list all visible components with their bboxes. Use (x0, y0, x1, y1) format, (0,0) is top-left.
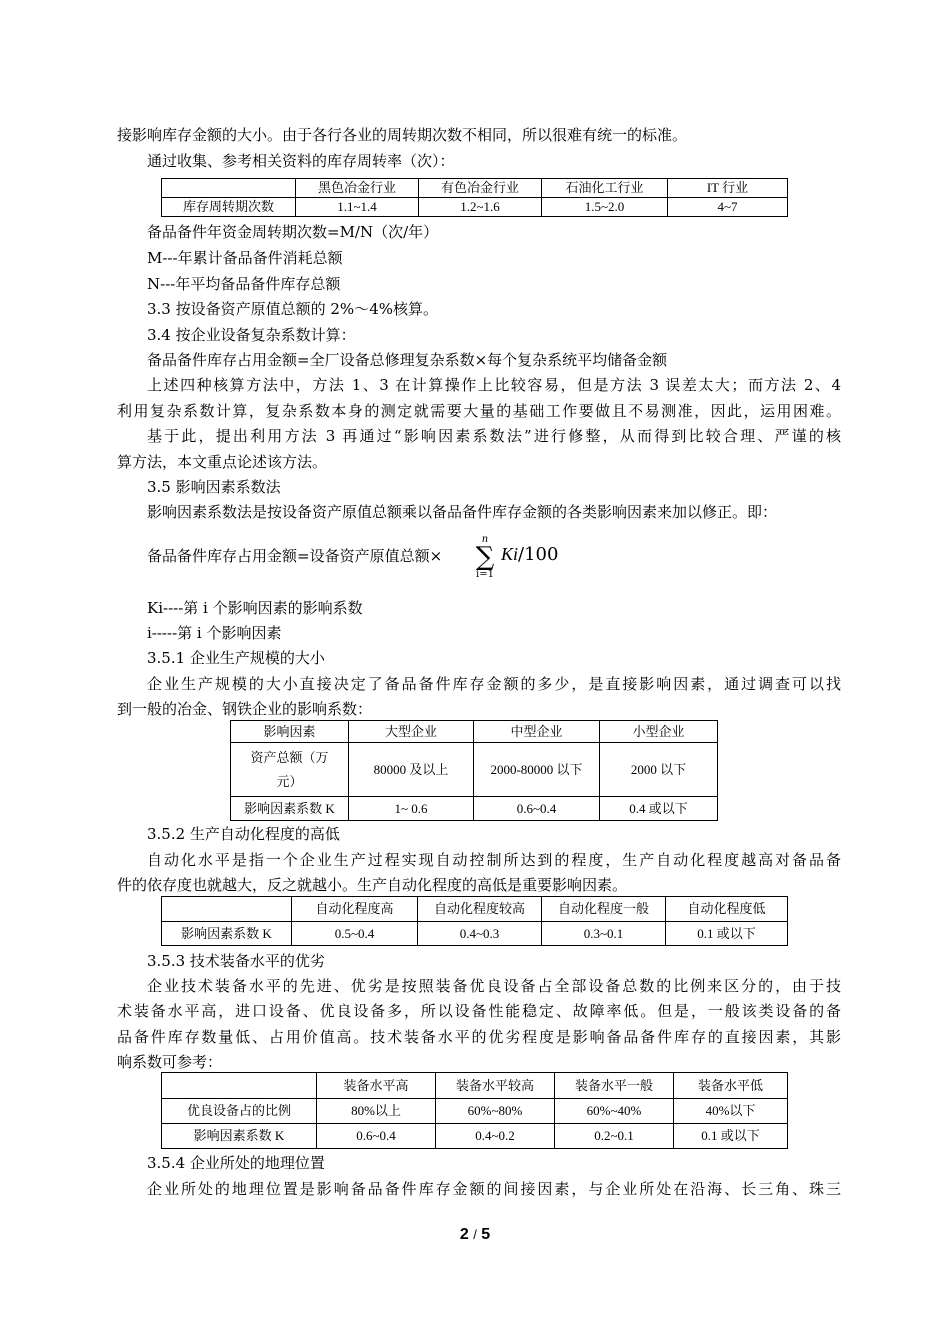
table-cell: 80%以上 (317, 1099, 436, 1124)
formula-rhs (501, 544, 558, 565)
paragraph-line: 企业生产规模的大小直接决定了备品备件库存金额的多少，是直接影响因素，通过调查可以找 (147, 675, 841, 693)
table-cell: 0.6~0.4 (317, 1124, 436, 1149)
section-heading: 3.5 影响因素系数法 (147, 478, 281, 496)
table-cell: 0.1 或以下 (666, 922, 788, 946)
table-cell: 1.1~1.4 (296, 198, 419, 217)
total-pages: 5 (481, 1226, 491, 1243)
table-cell: 2000-80000 以下 (474, 743, 600, 797)
paragraph-line: M---年累计备品备件消耗总额 (147, 249, 343, 267)
paragraph-line: 上述四种核算方法中，方法 1、3 在计算操作上比较容易，但是方法 3 误差太大；而方法 2、4 (147, 376, 841, 394)
section-heading: 3.5.4 企业所处的地理位置 (147, 1154, 325, 1172)
table-cell: 0.2~0.1 (555, 1124, 674, 1149)
paragraph-line: Ki----第 i 个影响因素的影响系数 (147, 599, 363, 617)
paragraph-line: 术装备水平高，进口设备、优良设备多，所以设备性能稳定、故障率低。但是，一般该类设备的备 (117, 1002, 841, 1020)
table-cell: 1.2~1.6 (419, 198, 542, 217)
table-header-cell: 自动化程度高 (292, 897, 418, 922)
summation-symbol (473, 535, 497, 580)
paragraph-line: 到一般的冶金、钢铁企业的影响系数： (117, 700, 373, 718)
sum-upper-limit: n (481, 534, 489, 545)
table-cell: 0.4 或以下 (600, 797, 718, 821)
table-header-cell (162, 897, 292, 922)
paragraph-line: 件的依存度也就越大，反之就越小。生产自动化程度的高低是重要影响因素。 (117, 876, 628, 894)
table-cell: 资产总额（万元） (231, 743, 349, 797)
paragraph-line: 利用复杂系数计算，复杂系数本身的测定就需要大量的基础工作要做且不易测准，因此，运用困难。 (117, 402, 841, 420)
paragraph-line: 算方法，本文重点论述该方法。 (117, 453, 328, 471)
table-header-cell: 装备水平较高 (436, 1073, 555, 1099)
scale-factor-table (230, 720, 718, 821)
paragraph-line: 基于此，提出利用方法 3 再通过“影响因素系数法”进行修整，从而得到比较合理、严谨的核 (147, 427, 841, 445)
table-cell: 40%以下 (674, 1099, 788, 1124)
paragraph-line: 企业技术装备水平的先进、优劣是按照装备优良设备占全部设备总数的比例来区分的，由于技 (147, 977, 841, 995)
table-header-cell: 大型企业 (349, 721, 474, 743)
paragraph-line: 影响因素系数法是按设备资产原值总额乘以备品备件库存金额的各类影响因素来加以修正。即： (147, 503, 778, 521)
table-header-cell: 自动化程度一般 (542, 897, 666, 922)
table-cell: 0.6~0.4 (474, 797, 600, 821)
table-header-cell (162, 1073, 317, 1099)
table-header-cell: 有色冶金行业 (419, 179, 542, 198)
table-header-cell: 自动化程度低 (666, 897, 788, 922)
paragraph-line: 接影响库存金额的大小。由于各行各业的周转期次数不相同，所以很难有统一的标准。 (117, 126, 688, 144)
paragraph-line: N---年平均备品备件库存总额 (147, 275, 341, 293)
table-header-cell: 装备水平一般 (555, 1073, 674, 1099)
current-page: 2 (459, 1226, 469, 1243)
paragraph-line: 备品备件库存占用金额=全厂设备总修理复杂系数×每个复杂系统平均储备金额 (147, 351, 668, 369)
table-cell: 优良设备占的比例 (162, 1099, 317, 1124)
table-cell: 60%~40% (555, 1099, 674, 1124)
table-cell: 影响因素系数 K (231, 797, 349, 821)
sum-sign: ∑ (475, 542, 495, 572)
table-cell: 0.4~0.3 (418, 922, 542, 946)
table-cell: 0.1 或以下 (674, 1124, 788, 1149)
page-number (0, 1226, 950, 1244)
table-header-cell: 中型企业 (474, 721, 600, 743)
table-header-cell: IT 行业 (668, 179, 788, 198)
formula (147, 533, 647, 581)
formula-divisor: /100 (518, 544, 559, 565)
paragraph-line: 品备件库存数量低、占用价值高。技术装备水平的优劣程度是影响备品备件库存的直接因素，其影 (117, 1028, 841, 1046)
table-cell: 80000 及以上 (349, 743, 474, 797)
paragraph-line: 3.3 按设备资产原值总额的 2%～4%核算。 (147, 300, 438, 318)
paragraph-line: i-----第 i 个影响因素 (147, 624, 282, 642)
table-header-cell: 黑色冶金行业 (296, 179, 419, 198)
equipment-level-table (161, 1072, 788, 1149)
table-header-cell: 石油化工行业 (542, 179, 668, 198)
table-cell: 库存周转期次数 (162, 198, 296, 217)
table-cell: 2000 以下 (600, 743, 718, 797)
table-header-cell: 装备水平低 (674, 1073, 788, 1099)
table-header-cell: 小型企业 (600, 721, 718, 743)
table-cell: 4~7 (668, 198, 788, 217)
turnover-rate-table (161, 178, 788, 217)
paragraph-line: 响系数可参考： (117, 1053, 223, 1071)
table-cell: 影响因素系数 K (162, 1124, 317, 1149)
formula-term: Ki (501, 544, 519, 564)
page-separator: / (473, 1227, 477, 1242)
table-cell: 1.5~2.0 (542, 198, 668, 217)
section-heading: 3.5.3 技术装备水平的优劣 (147, 952, 325, 970)
table-header-cell: 影响因素 (231, 721, 349, 743)
table-header-cell (162, 179, 296, 198)
section-heading: 3.5.2 生产自动化程度的高低 (147, 825, 340, 843)
paragraph-line: 企业所处的地理位置是影响备品备件库存金额的间接因素，与企业所处在沿海、长三角、珠三 (147, 1180, 841, 1198)
table-cell: 0.3~0.1 (542, 922, 666, 946)
automation-factor-table (161, 896, 788, 946)
table-header-cell: 装备水平高 (317, 1073, 436, 1099)
formula-lhs: 备品备件库存占用金额=设备资产原值总额× (147, 547, 443, 565)
sum-lower-limit: i=1 (476, 569, 494, 580)
table-cell: 0.5~0.4 (292, 922, 418, 946)
paragraph-line: 3.4 按企业设备复杂系数计算： (147, 326, 356, 344)
section-heading: 3.5.1 企业生产规模的大小 (147, 649, 325, 667)
table-header-cell: 自动化程度较高 (418, 897, 542, 922)
paragraph-line: 备品备件年资金周转期次数=M/N（次/年） (147, 223, 439, 241)
paragraph-line: 自动化水平是指一个企业生产过程实现自动控制所达到的程度，生产自动化程度越高对备品备 (147, 851, 841, 869)
table-cell: 60%~80% (436, 1099, 555, 1124)
table-cell: 1~ 0.6 (349, 797, 474, 821)
table-cell: 0.4~0.2 (436, 1124, 555, 1149)
table-cell: 影响因素系数 K (162, 922, 292, 946)
paragraph-line: 通过收集、参考相关资料的库存周转率（次）： (147, 152, 455, 170)
